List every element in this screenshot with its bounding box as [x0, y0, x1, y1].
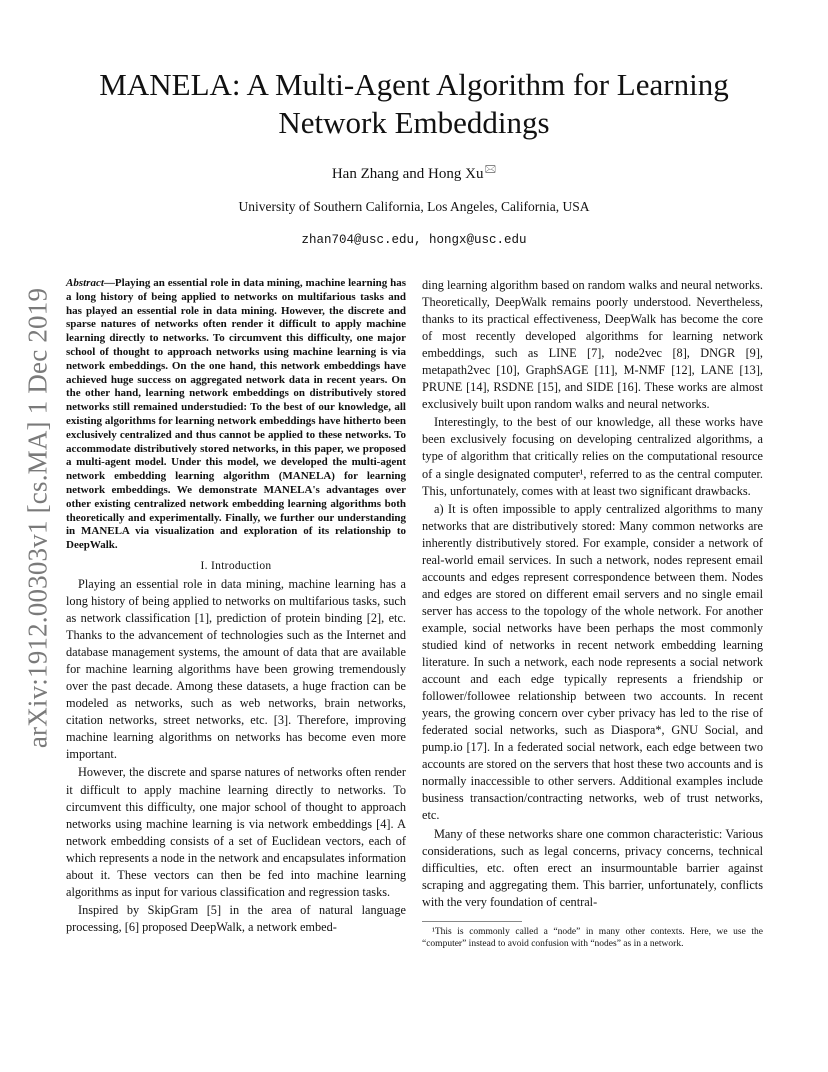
footnote: ¹This is commonly called a “node” in many other contexts. Here, we use the “computer” instead to avoid confusion with “nodes” as in a network. — [422, 926, 763, 949]
arxiv-side-identifier — [18, 283, 58, 753]
footnote-rule — [422, 921, 522, 922]
intro-paragraph-1: Playing an essential role in data mining, machine learning has a long history of being applied to networks on multifarious tasks, such as network classification [1], prediction of protein binding [2], etc. Thanks to the advancement of technologies such as the Internet and database management systems, the amount of data that are available for machine learning algorithms have been growing tremendously over the past decade. Among these datasets, a huge fraction can be modeled as networks, such as web networks, brain networks, citation networks, street networks, etc. [3]. Therefore, improving machine learning algorithms on networks has become even more important. — [66, 576, 406, 762]
section-heading: I. Introduction — [200, 559, 272, 572]
right-column — [422, 277, 763, 950]
envelope-icon: 🖂 — [484, 164, 497, 175]
author-names: Han Zhang and Hong Xu — [331, 166, 484, 182]
arxiv-id-text: arXiv:1912.00303v1 [cs.MA] 1 Dec 2019 — [22, 287, 53, 749]
paper-title: MANELA: A Multi-Agent Algorithm for Learning Network Embeddings — [99, 67, 729, 140]
intro-paragraph-7: Many of these networks share one common characteristic: Various considerations, such as legal concerns, privacy concerns, technical difficulties, etc. often erect an insurmountable barrier against scraping and aggregating them. This barrier, unfortunately, conflicts with the very foundation of central- — [422, 826, 763, 909]
intro-paragraph-4: ding learning algorithm based on random walks and neural networks. Theoretically, DeepWalk remains poorly understood. Nevertheless, thanks to its practical effectiveness, DeepWalk has become the core of most recently developed algorithms for learning network embeddings, such as LINE [7], node2vec [8], DNGR [9], metapath2vec [10], GraphSAGE [11], M-NMF [12], LANE [13], PRUNE [14], RSDNE [15], and SIDE [16]. These works are almost exclusively built upon random walks and neural networks. — [422, 278, 763, 412]
affiliation: University of Southern California, Los Angeles, California, USA — [238, 199, 590, 214]
intro-paragraph-3: Inspired by SkipGram [5] in the area of natural language processing, [6] proposed DeepWalk, a network embed- — [66, 902, 406, 934]
authors — [60, 162, 768, 183]
abstract-text: —Playing an essential role in data mining, machine learning has a long history of being applied to networks on multifarious tasks and has played an essential role in data mining. However, the discrete and sparse natures of networks often render it difficult to apply machine learning directly to networks. To circumvent this difficulty, one major school of thought to approach networks using machine learning is via network embeddings. On the one hand, this network embeddings have achieved huge success on aggregated network data in recent years. On the other hand, learning network embeddings on distributively stored networks still remained understudied: To the best of our knowledge, all existing algorithms for learning network embeddings have hitherto been exclusively centralized and thus cannot be applied to these networks. To accommodate distributively stored networks, in this paper, we proposed a multi-agent model. Under this model, we developed the multi-agent network embedding learning algorithm (MANELA) for learning network embeddings. We demonstrate MANELA's advantages over other existing centralized network embedding learning algorithms both theoretically and experimentally. Finally, we further our understanding in MANELA via visualization and exploration of its relationship to DeepWalk. — [66, 277, 406, 552]
abstract-lead: Abstract — [66, 277, 104, 289]
left-column — [66, 277, 406, 936]
intro-paragraph-2: However, the discrete and sparse natures of networks often render it difficult to apply machine learning directly to networks. To circumvent this difficulty, one major school of thought to approach networks using machine learning is via network embeddings [4]. A network embedding consists of a set of Euclidean vectors, each of which represents a node in the network and encapsulates information about it. These vectors can then be fed into machine learning algorithms as input for various classification and regression tasks. — [66, 765, 406, 899]
intro-paragraph-6: a) It is often impossible to apply centralized algorithms to many networks that are distributively stored: Many common networks are inherently distributively stored. For example, consider a network of real-world email services. In such a network, nodes represent email accounts and edges represent correspondence between them. Nodes and edges are stored on different email servers and no single email server has access to the topology of the whole network. For another example, social networks have been perhaps the most commonly studied kind of networks in recent network embedding learning literature. In such a network, each node represents a social network account and each edge typically represents a friendship or follower/followee relationship between two accounts. In recent years, the growing concern over cyber privacy has led to the rise of federated social networks, such as Diaspora*, GNU Social, and pump.io [17]. In a federated social network, each edge between two accounts are stored on the servers that host these two accounts and is normally inaccessible to other servers. Additional examples include business transaction/contracting networks, web of trust networks, etc. — [422, 501, 763, 823]
abstract — [66, 277, 406, 553]
intro-paragraph-5: Interestingly, to the best of our knowledge, all these works have been exclusively focusing on developing centralized algorithms, a type of algorithm that critically relies on the computational resource of a single designated computer¹, referred to as the central computer. This, unfortunately, comes with at least two significant drawbacks. — [422, 415, 763, 498]
author-emails: zhan704@usc.edu, hongx@usc.edu — [301, 233, 527, 247]
